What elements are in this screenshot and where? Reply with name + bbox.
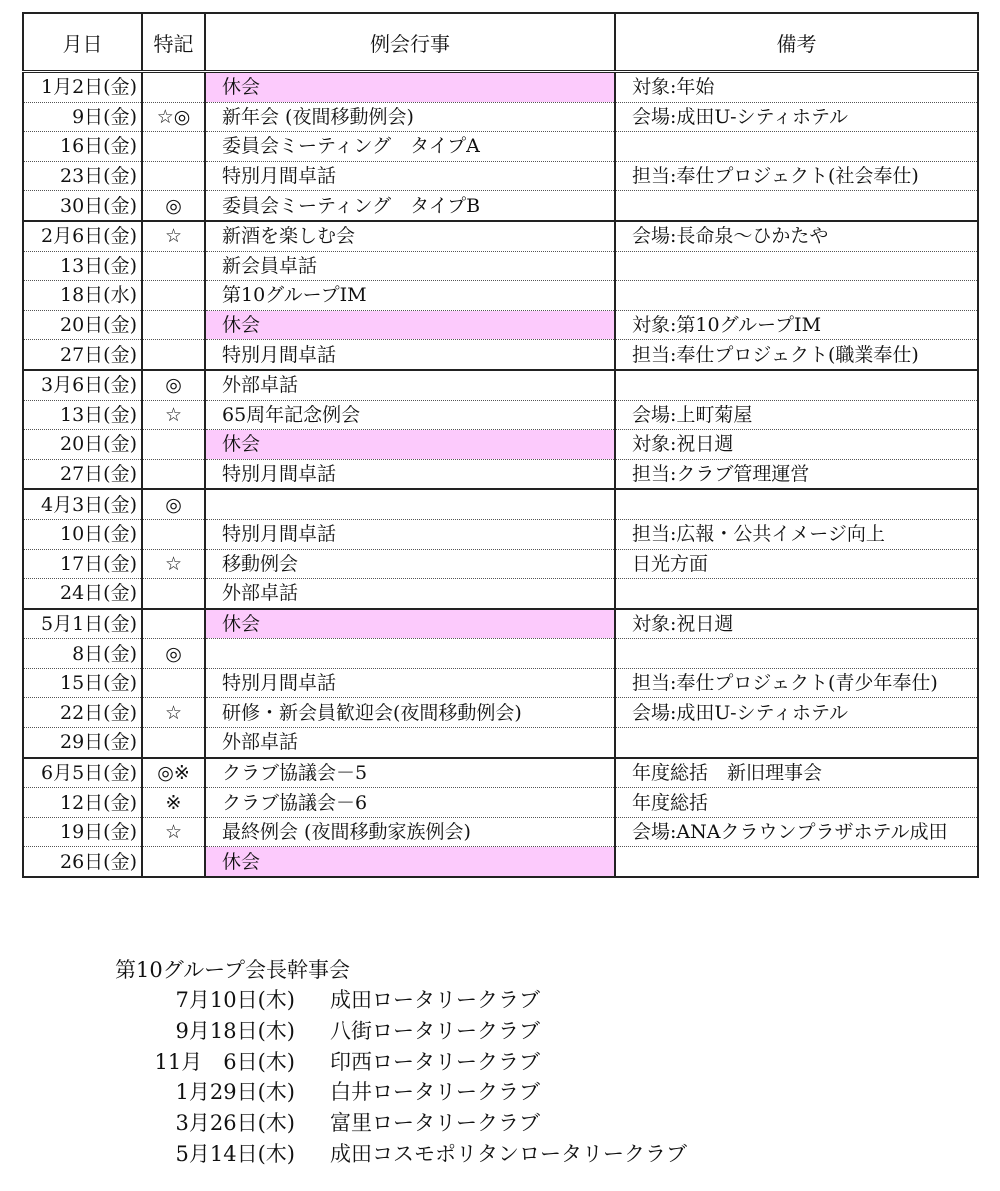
date-cell: 4月3日(金): [23, 489, 142, 519]
group-meeting-list: [115, 985, 687, 1170]
note-cell: 会場:ANAクラウンプラザホテル成田: [615, 817, 978, 847]
date-cell: 27日(金): [23, 459, 142, 489]
table-row: [23, 161, 978, 191]
note-cell: 会場:上町菊屋: [615, 400, 978, 430]
note-cell: 対象:年始: [615, 72, 978, 103]
mark-cell: ☆: [142, 817, 205, 847]
mark-cell: [142, 668, 205, 698]
table-row: [23, 489, 978, 519]
mark-cell: [142, 281, 205, 311]
mark-cell: [142, 251, 205, 281]
mark-cell: [142, 72, 205, 103]
date-cell: 29日(金): [23, 728, 142, 758]
date-cell: 24日(金): [23, 579, 142, 609]
note-cell: [615, 132, 978, 162]
table-row: [23, 728, 978, 758]
group-meeting-item: [115, 1108, 687, 1139]
mark-cell: [142, 459, 205, 489]
event-cell: 65周年記念例会: [205, 400, 615, 430]
event-cell: 休会: [205, 609, 615, 639]
table-row: [23, 221, 978, 251]
group-meeting-date: 7月10日(木): [175, 988, 295, 1012]
mark-cell: ※: [142, 788, 205, 818]
mark-cell: ◎: [142, 639, 205, 669]
event-cell: クラブ協議会－6: [205, 788, 615, 818]
group-meeting-item: [115, 1139, 687, 1170]
event-cell: 外部卓話: [205, 370, 615, 400]
event-cell: 外部卓話: [205, 728, 615, 758]
group-meeting-date: 11月 6日(木): [154, 1049, 295, 1074]
mark-cell: ☆: [142, 221, 205, 251]
table-row: [23, 400, 978, 430]
note-cell: 年度総括: [615, 788, 978, 818]
mark-cell: ☆: [142, 400, 205, 430]
header-row: [23, 13, 978, 72]
date-cell: 8日(金): [23, 639, 142, 669]
event-cell: 特別月間卓話: [205, 459, 615, 489]
date-cell: 23日(金): [23, 161, 142, 191]
mark-cell: ◎: [142, 489, 205, 519]
mark-cell: [142, 519, 205, 549]
date-cell: 17日(金): [23, 549, 142, 579]
note-cell: 担当:奉仕プロジェクト(職業奉仕): [615, 340, 978, 370]
mark-cell: ◎※: [142, 758, 205, 788]
group-meeting-item: [115, 985, 687, 1016]
date-cell: 9日(金): [23, 102, 142, 132]
group-meeting-item: [115, 1077, 687, 1108]
note-cell: [615, 281, 978, 311]
date-cell: 16日(金): [23, 132, 142, 162]
table-row: [23, 281, 978, 311]
header-note: 備考: [615, 13, 978, 72]
event-cell: 委員会ミーティング タイプA: [205, 132, 615, 162]
table-row: [23, 549, 978, 579]
group-meeting-club: 八街ロータリークラブ: [330, 1018, 540, 1043]
event-cell: 新酒を楽しむ会: [205, 221, 615, 251]
event-cell: 新会員卓話: [205, 251, 615, 281]
mark-cell: [142, 340, 205, 370]
event-cell: [205, 639, 615, 669]
date-cell: 19日(金): [23, 817, 142, 847]
note-cell: [615, 370, 978, 400]
table-row: [23, 609, 978, 639]
note-cell: 会場:成田U-シティホテル: [615, 698, 978, 728]
table-row: [23, 251, 978, 281]
note-cell: [615, 191, 978, 221]
group-meeting-date: 9月18日(木): [175, 1018, 295, 1043]
mark-cell: ◎: [142, 191, 205, 221]
date-cell: 12日(金): [23, 788, 142, 818]
event-cell: 休会: [205, 430, 615, 460]
mark-cell: [142, 161, 205, 191]
note-cell: 年度総括 新旧理事会: [615, 758, 978, 788]
date-cell: 5月1日(金): [23, 609, 142, 639]
date-cell: 26日(金): [23, 847, 142, 877]
note-cell: 対象:第10グループIM: [615, 310, 978, 340]
group-meeting: [115, 955, 687, 1170]
note-cell: 担当:クラブ管理運営: [615, 459, 978, 489]
note-cell: 会場:成田U-シティホテル: [615, 102, 978, 132]
table-row: [23, 817, 978, 847]
date-cell: 27日(金): [23, 340, 142, 370]
note-cell: [615, 847, 978, 877]
note-cell: 会場:長命泉～ひかたや: [615, 221, 978, 251]
header-date: 月日: [23, 13, 142, 72]
date-cell: 13日(金): [23, 400, 142, 430]
mark-cell: [142, 132, 205, 162]
mark-cell: [142, 430, 205, 460]
table-row: [23, 430, 978, 460]
event-cell: 休会: [205, 72, 615, 103]
group-meeting-club: 白井ロータリークラブ: [330, 1080, 540, 1105]
table-row: [23, 847, 978, 877]
group-meeting-title: 第10グループ会長幹事会: [115, 958, 351, 982]
date-cell: 6月5日(金): [23, 758, 142, 788]
note-cell: 対象:祝日週: [615, 430, 978, 460]
mark-cell: [142, 609, 205, 639]
header-event: 例会行事: [205, 13, 615, 72]
note-cell: 担当:奉仕プロジェクト(社会奉仕): [615, 161, 978, 191]
note-cell: [615, 251, 978, 281]
event-cell: 外部卓話: [205, 579, 615, 609]
event-cell: クラブ協議会－5: [205, 758, 615, 788]
note-cell: [615, 728, 978, 758]
table-row: [23, 132, 978, 162]
note-cell: 対象:祝日週: [615, 609, 978, 639]
event-cell: 休会: [205, 847, 615, 877]
group-meeting-item: [115, 1016, 687, 1047]
date-cell: 10日(金): [23, 519, 142, 549]
event-cell: 移動例会: [205, 549, 615, 579]
table-row: [23, 459, 978, 489]
schedule-table: [22, 12, 979, 878]
group-meeting-date: 5月14日(木): [175, 1141, 295, 1166]
schedule-body: [23, 72, 978, 878]
group-meeting-club: 印西ロータリークラブ: [330, 1049, 540, 1074]
table-row: [23, 72, 978, 103]
note-cell: 担当:広報・公共イメージ向上: [615, 519, 978, 549]
table-row: [23, 698, 978, 728]
date-cell: 13日(金): [23, 251, 142, 281]
event-cell: 特別月間卓話: [205, 340, 615, 370]
table-row: [23, 788, 978, 818]
date-cell: 30日(金): [23, 191, 142, 221]
date-cell: 22日(金): [23, 698, 142, 728]
table-row: [23, 758, 978, 788]
note-cell: [615, 579, 978, 609]
group-meeting-club: 成田コスモポリタンロータリークラブ: [330, 1141, 687, 1166]
table-row: [23, 102, 978, 132]
mark-cell: [142, 310, 205, 340]
mark-cell: ◎: [142, 370, 205, 400]
table-row: [23, 579, 978, 609]
group-meeting-date: 1月29日(木): [175, 1080, 295, 1105]
group-meeting-club: 成田ロータリークラブ: [330, 988, 540, 1012]
event-cell: 第10グループIM: [205, 281, 615, 311]
table-row: [23, 370, 978, 400]
group-meeting-item: [115, 1047, 687, 1078]
table-row: [23, 340, 978, 370]
note-cell: [615, 489, 978, 519]
mark-cell: ☆◎: [142, 102, 205, 132]
mark-cell: [142, 579, 205, 609]
note-cell: [615, 639, 978, 669]
table-row: [23, 519, 978, 549]
date-cell: 2月6日(金): [23, 221, 142, 251]
date-cell: 18日(水): [23, 281, 142, 311]
mark-cell: [142, 728, 205, 758]
event-cell: 特別月間卓話: [205, 161, 615, 191]
event-cell: 新年会 (夜間移動例会): [205, 102, 615, 132]
table-row: [23, 191, 978, 221]
note-cell: 日光方面: [615, 549, 978, 579]
note-cell: 担当:奉仕プロジェクト(青少年奉仕): [615, 668, 978, 698]
mark-cell: ☆: [142, 549, 205, 579]
date-cell: 1月2日(金): [23, 72, 142, 103]
event-cell: 特別月間卓話: [205, 519, 615, 549]
mark-cell: [142, 847, 205, 877]
group-meeting-date: 3月26日(木): [175, 1111, 295, 1136]
date-cell: 20日(金): [23, 310, 142, 340]
mark-cell: ☆: [142, 698, 205, 728]
event-cell: 休会: [205, 310, 615, 340]
date-cell: 20日(金): [23, 430, 142, 460]
date-cell: 3月6日(金): [23, 370, 142, 400]
table-row: [23, 668, 978, 698]
event-cell: 委員会ミーティング タイプB: [205, 191, 615, 221]
event-cell: 特別月間卓話: [205, 668, 615, 698]
date-cell: 15日(金): [23, 668, 142, 698]
event-cell: 研修・新会員歓迎会(夜間移動例会): [205, 698, 615, 728]
table-row: [23, 310, 978, 340]
event-cell: [205, 489, 615, 519]
table-row: [23, 639, 978, 669]
group-meeting-club: 富里ロータリークラブ: [330, 1111, 540, 1136]
event-cell: 最終例会 (夜間移動家族例会): [205, 817, 615, 847]
header-mark: 特記: [142, 13, 205, 72]
